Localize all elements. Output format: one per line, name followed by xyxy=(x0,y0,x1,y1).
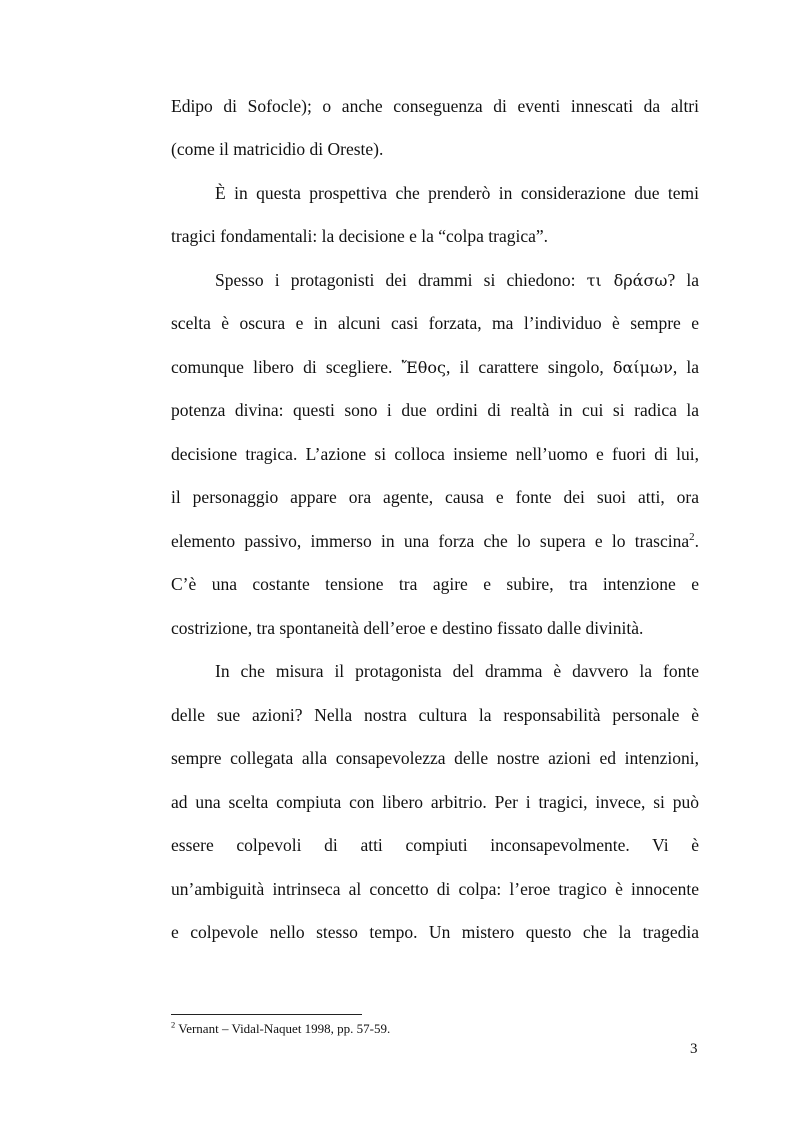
footnote-text: Vernant – Vidal-Naquet 1998, pp. 57-59. xyxy=(175,1021,391,1036)
paragraph-3-line-3-end: , la xyxy=(672,357,699,377)
greek-word-daimon: δαίμων xyxy=(612,358,673,377)
paragraph-3-line-4: potenza divina: questi sono i due ordini di realtà in cui si radica la xyxy=(171,400,699,420)
paragraph-3-line-3-text: comunque libero di scegliere. xyxy=(171,357,393,377)
paragraph-4-line-3: sempre collegata alla consapevolezza delle nostre azioni ed intenzioni, xyxy=(171,748,699,768)
paragraph-3-line-1-text: Spesso i protagonisti dei drammi si chiedono: xyxy=(215,270,576,290)
paragraph-2-line-2: tragici fondamentali: la decisione e la “colpa tragica”. xyxy=(171,226,549,246)
paragraph-3-line-7-text: elemento passivo, immerso in una forza che lo supera e lo trascina xyxy=(171,531,690,551)
greek-phrase-ti-draso: τι δράσω xyxy=(586,271,668,290)
footnote-reference: 2 xyxy=(689,531,695,544)
paragraph-2-line-1: È in questa prospettiva che prenderò in considerazione due temi xyxy=(215,183,699,203)
footnote-number: 2 xyxy=(171,1019,176,1030)
paragraph-3-line-3-middle: , il carattere singolo, xyxy=(445,357,604,377)
paragraph-3-line-9: costrizione, tra spontaneità dell’eroe e destino fissato dalle divinità. xyxy=(171,618,644,638)
page-number: 3 xyxy=(690,1041,698,1057)
paragraph-3-line-8: C’è una costante tensione tra agire e subire, tra intenzione e xyxy=(171,574,699,594)
paragraph-3-line-5: decisione tragica. L’azione si colloca insieme nell’uomo e fuori di lui, xyxy=(171,444,699,464)
greek-word-ethos: Ἔθος xyxy=(401,358,446,377)
paragraph-3-line-1 xyxy=(215,268,699,293)
paragraph-4-line-7: e colpevole nello stesso tempo. Un mistero questo che la tragedia xyxy=(171,922,699,942)
paragraph-4-line-2: delle sue azioni? Nella nostra cultura la responsabilità personale è xyxy=(171,705,699,725)
paragraph-3-line-6: il personaggio appare ora agente, causa e fonte dei suoi atti, ora xyxy=(171,487,699,507)
paragraph-4-line-4: ad una scelta compiuta con libero arbitrio. Per i tragici, invece, si può xyxy=(171,792,699,812)
paragraph-3-line-7 xyxy=(171,529,699,553)
paragraph-3-line-3 xyxy=(171,355,699,380)
paragraph-3-line-7-end: . xyxy=(694,531,699,551)
paragraph-4-line-5: essere colpevoli di atti compiuti inconsapevolmente. Vi è xyxy=(171,835,699,855)
paragraph-1-line-1: Edipo di Sofocle); o anche conseguenza di eventi innescati da altri xyxy=(171,96,699,116)
paragraph-4-line-1: In che misura il protagonista del dramma è davvero la fonte xyxy=(215,661,699,681)
footnote-separator xyxy=(171,1014,362,1015)
paragraph-3-line-1-end: ? la xyxy=(667,270,700,290)
footnote xyxy=(171,1021,390,1037)
paragraph-4-line-6: un’ambiguità intrinseca al concetto di colpa: l’eroe tragico è innocente xyxy=(171,879,699,899)
paragraph-1-line-2: (come il matricidio di Oreste). xyxy=(171,139,384,159)
paragraph-3-line-2: scelta è oscura e in alcuni casi forzata, ma l’individuo è sempre e xyxy=(171,313,699,333)
